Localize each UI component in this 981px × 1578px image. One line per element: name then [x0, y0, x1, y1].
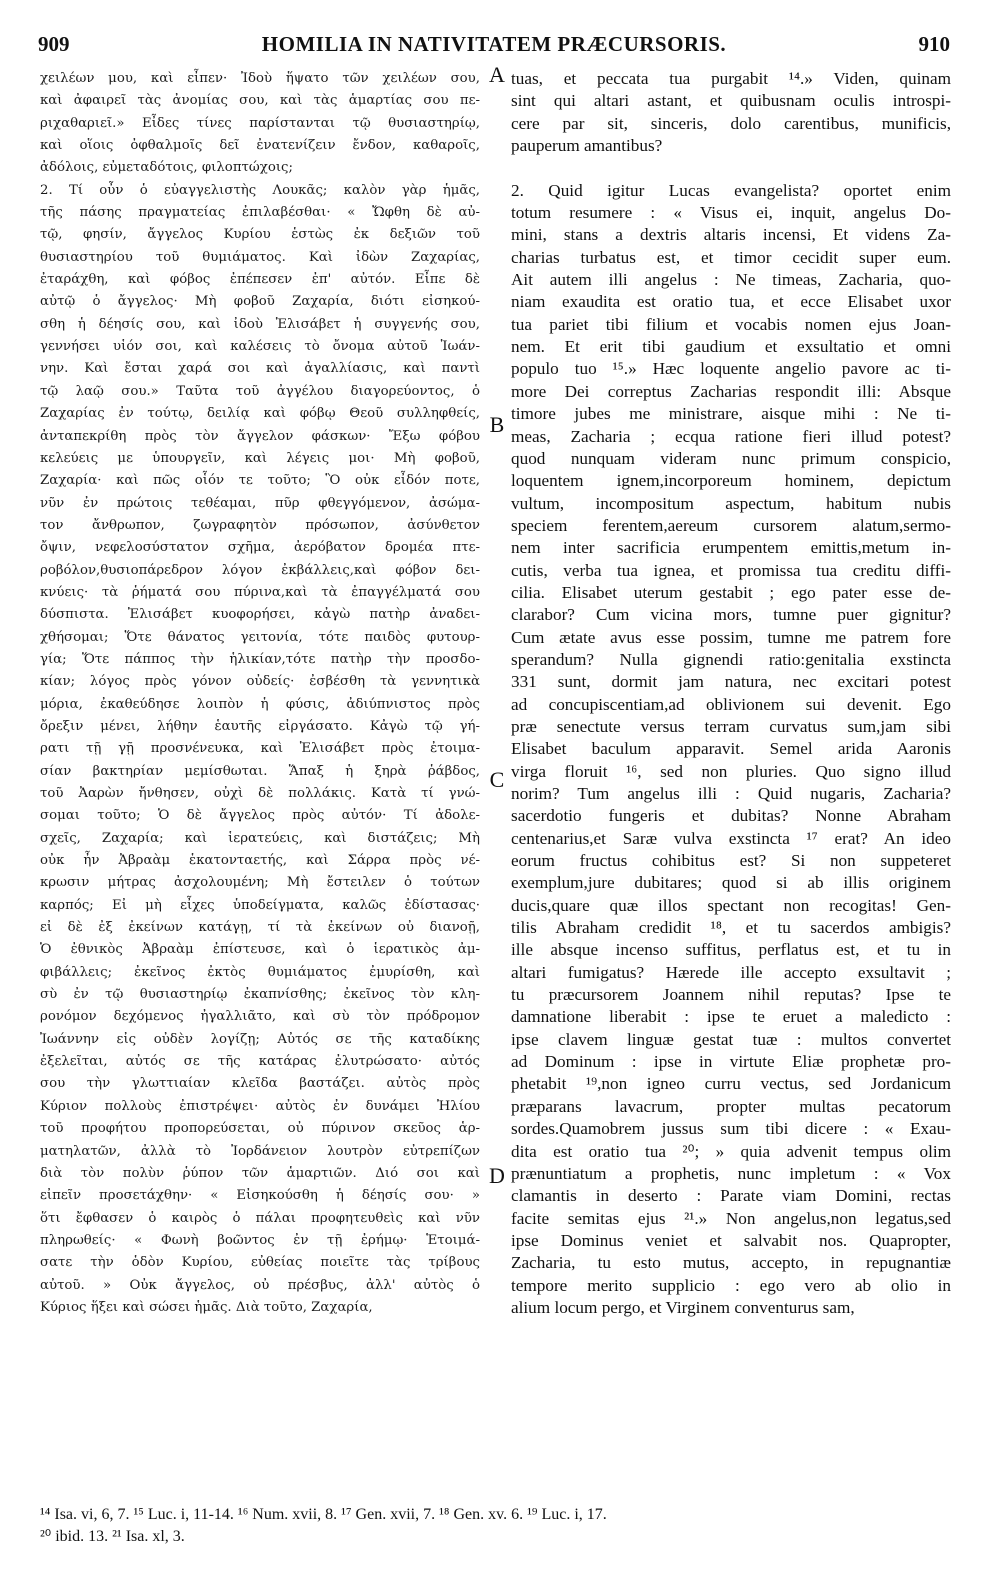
latin-text-line: exemplum,jure dubitares; quod si ab illis originem	[511, 873, 951, 893]
latin-text-line: meas, Zacharia ; ecqua ratione fieri illud potest?	[511, 426, 951, 446]
latin-text-line: Ait autem illi angelus : Ne timeas, Zacharia, quo-	[511, 270, 951, 290]
greek-text-line: τοῦ προφήτου προπορεύσεται, οὐ πύρινον σκεῦος ἁρ-	[40, 1121, 480, 1137]
greek-text-line: Κύριος ἥξει καὶ σώσει ἡμᾶς. Διὰ τοῦτο, Ζαχαρία,	[40, 1299, 373, 1315]
greek-text-line: μόρια, ἐκαθεύδησε λοιπὸν ἡ φύσις, ἀδιύπνιστος πρὸς	[40, 696, 480, 712]
running-title: HOMILIA IN NATIVITATEM PRÆCURSORIS.	[261, 32, 727, 56]
latin-text-line: eorum fructus cohibitus est? Si non suppeteret	[511, 851, 951, 871]
latin-text-line: prænuntiatum a prophetis, nunc impletum : « Vox	[511, 1163, 951, 1183]
latin-text-line: phetabit ¹⁹,non igneo curru vectus, sed Jordanicum	[511, 1074, 951, 1094]
greek-text-line: γεννήσει υἱόν σοι, καὶ καλέσεις τὸ ὄνομα αὐτοῦ Ἰωάν-	[40, 339, 480, 355]
latin-text-line: tilis Abraham credidit ¹⁸, et tu sacerdos ambigis?	[511, 918, 951, 938]
latin-text-line: ad concupiscentiam,ad oblivionem sui devenit. Ego	[511, 694, 951, 714]
greek-text-line: ἐταράχθη, καὶ φόβος ἐπέπεσεν ἐπ' αὐτόν. Εἶπε δὲ	[40, 272, 480, 288]
margin-letter-b: B	[489, 412, 505, 437]
latin-text-line: sperandum? Nulla gignendi ratio:genitalia exstincta	[511, 649, 951, 669]
greek-text-line: ρονόμον δεχόμενος ἠγαλλιᾶτο, καὶ σὺ τὸν πρόδρομον	[40, 1009, 480, 1025]
greek-text-line: ὅτι ἔφθασεν ὁ καιρὸς ὁ πάλαι προφητευθεὶς καὶ νῦν	[40, 1210, 480, 1226]
greek-text-line: Ἰωάννην εἰς οὐδὲν λογίζῃ; Αὐτός σε τῆς καταδίκης	[40, 1031, 480, 1047]
greek-text-line: νῦν ἐν πρώτοις τεθέαμαι, πῦρ φθεγγόμενον, ἀσώμα-	[40, 495, 480, 511]
footnotes	[40, 1504, 952, 1548]
latin-text-line: Cum ætate avus esse possim, tumne me patrem fore	[511, 627, 951, 647]
greek-text-line: τοῦ Ἀαρὼν ἤνθησεν, οὐχὶ δὲ πολλάκις. Κατὰ τί γνώ-	[40, 786, 480, 801]
latin-text-line: centenarius,et Saræ vulva exstincta ¹⁷ erat? An ideo	[511, 828, 951, 848]
greek-text-line: 2. Τί οὖν ὁ εὐαγγελιστὴς Λουκᾶς; καλὸν γὰρ ἡμᾶς,	[40, 182, 480, 198]
greek-text-line: εἰ δὲ ἐξ ἐκείνων κατάγῃ, τί τὰ ἐκείνων οὐ διανοῇ,	[40, 920, 480, 936]
greek-text-line: Κύριον πολλοὺς ἐπιστρέψει· αὐτὸς ἐν δυνάμει Ἠλίου	[40, 1098, 480, 1114]
latin-text-line: ille absque incenso suffitus, perflatus est, et tu in	[511, 940, 951, 960]
latin-text-line: populo tuo ¹⁵.» Hæc loquente angelio pavore ac ti-	[511, 359, 951, 379]
greek-text-line: πληρωθείς· « Φωνὴ βοῶντος ἐν τῇ ἐρήμῳ· Ἑτοιμά-	[40, 1232, 480, 1248]
latin-text-line: cere par sit, sinceris, dolo carentibus, munificis,	[511, 113, 951, 133]
latin-text-line: sint qui altari astant, et quibusnam oculis introspi-	[511, 91, 951, 111]
latin-text-line: vultum, incompositum aspectum, habitum nubis	[511, 493, 951, 513]
latin-text-line: ipse Dominus veniet et salvabit nos. Quapropter,	[511, 1230, 951, 1250]
greek-text-line: ἀδόλοις, εὐμεταδότοις, φιλοπτώχοις;	[40, 160, 293, 176]
greek-text-line: γία; Ὅτε πάππος τὴν ἡλικίαν,τότε πατὴρ τὴν προσδο-	[40, 651, 480, 667]
latin-text-line: loquentem ignem,incorporeum hominem, depictum	[511, 471, 951, 491]
greek-text-line: διὰ τὸν πολὺν ῥύπον τῶν ἁμαρτιῶν. Διό σοι καὶ	[40, 1165, 480, 1181]
greek-text-line: καὶ ἀφαιρεῖ τὰς ἀνομίας σου, καὶ τὰς ἁμαρτίας σου πε-	[40, 93, 480, 109]
latin-text-line: sacerdotio fungeris et dubitas? Nonne Abraham	[511, 806, 951, 826]
latin-text-line	[511, 157, 951, 179]
latin-text-line: ducis,quare quæ illos spectant non recogitas! Gen-	[511, 895, 951, 915]
latin-text-line: Elisabet baculum apparavit. Semel arida Aaronis	[511, 739, 951, 759]
latin-text-line: totum resumere : « Visus ei, inquit, angelus Do-	[511, 203, 951, 223]
latin-text-line: nem. Et erit tibi gaudium et exsultatio et omni	[511, 337, 951, 357]
latin-text-line: tuas, et peccata tua purgabit ¹⁴.» Viden, quinam	[511, 69, 951, 88]
latin-text-line: speciem ferentem,aereum cursorem alatum,sermo-	[511, 515, 951, 535]
latin-text-line: more Dei correptus Zacharias respondit illi: Absque	[511, 381, 951, 401]
greek-text-line: εἰπεῖν προσετάχθην· « Εἰσηκούσθη ἡ δέησίς σου· »	[40, 1188, 480, 1204]
latin-text-line: niam exaudita est oratio tua, et ecce Elisabet uxor	[511, 292, 951, 312]
greek-text-line: Ζαχαρίας ἐν τούτῳ, δειλίᾳ καὶ φόβῳ Θεοῦ συλληφθείς,	[40, 406, 480, 422]
latin-text-line: 2. Quid igitur Lucas evangelista? oportet enim	[511, 180, 951, 200]
greek-text-line: σίαν βακτηρίαν μεμίσθωται. Ἅπαξ ἡ ξηρὰ ῥάβδος,	[40, 763, 480, 779]
running-header	[38, 28, 950, 60]
latin-text-line: ad Dominum : ipse in virtute Eliæ prophetæ pro-	[511, 1052, 951, 1072]
page-number-right: 910	[918, 32, 950, 56]
greek-text-line: νην. Καὶ ἔσται χαρά σοι καὶ ἀγαλλίασις, καὶ παντὶ	[40, 361, 480, 377]
greek-text-line: τῷ, φησίν, ἄγγελος Κυρίου ἑστὼς ἐκ δεξιῶν τοῦ	[40, 227, 480, 243]
margin-letter-a: A	[489, 62, 505, 87]
latin-text-line: clarabor? Cum vicina mors, tumne puer gignitur?	[511, 605, 951, 625]
greek-text-line: αὐτοῦ. » Οὐκ ἄγγελος, οὐ πρέσβυς, ἀλλ' αὐτὸς ὁ	[40, 1277, 480, 1293]
latin-text-line: tu præcursorem Joannem nihil reputas? Ipse te	[511, 985, 951, 1005]
greek-text-line: χειλέων μου, καὶ εἶπεν· Ἰδοὺ ἥψατο τῶν χειλέων σου,	[40, 71, 480, 86]
greek-text-line: κρωσιν μήτρας ἀσχολουμένη; Μὴ ἔστειλεν ὁ τούτων	[40, 875, 480, 891]
latin-text-line: facite semitas ejus ²¹.» Non angelus,non legatus,sed	[511, 1208, 951, 1228]
greek-text-line: ἀνταπεκρίθη πρὸς τὸν ἄγγελον φάσκων· Ἔξω φόβου	[40, 428, 480, 444]
greek-text-line: ὄρεξιν μένει, λήθην ἑαυτῆς εἰργάσατο. Κἀγὼ τῷ γή-	[40, 718, 480, 734]
latin-text-line: norim? Tum angelus illi : Quid nugaris, Zacharia?	[511, 784, 951, 803]
latin-text-line: tempore merito supplicio : ego vero ab olio in	[511, 1275, 951, 1295]
latin-text-line: ipse clavem linguæ gestat tuæ : multos convertet	[511, 1029, 951, 1049]
latin-text-line: tua pariet tibi filium et vocabis nomen ejus Joan-	[511, 314, 951, 334]
margin-letter-d: D	[489, 1163, 505, 1188]
greek-text-line: Ὁ ἐθνικὸς Ἀβραὰμ ἐπίστευσε, καὶ ὁ ἱερατικὸς ἀμ-	[40, 942, 480, 958]
greek-text-line: αὐτῷ ὁ ἄγγελος· Μὴ φοβοῦ Ζαχαρία, διότι εἰσηκού-	[40, 294, 480, 310]
greek-text-line: τῆς πάσης πραγματείας ἐπιλαβέσθαι· « Ὤφθη δὲ αὐ-	[40, 205, 480, 221]
latin-text-line: cilia. Elisabet uterum gestabit ; ego pater esse de-	[511, 582, 951, 602]
latin-text-line: nem inter sacrificia erumpentem emittis,metum in-	[511, 538, 951, 558]
latin-text-line: præparans lavacrum, propter multas pecatorum	[511, 1096, 951, 1116]
latin-text-line: timore jubes me ministrare, aisque mihi : Ne ti-	[511, 404, 951, 424]
greek-text-line: σατε τὴν ὁδὸν Κυρίου, εὐθείας ποιεῖτε τὰς τρίβους	[40, 1255, 480, 1271]
greek-text-line: ἐξελεῖται, αὐτός σε τῆς κατάρας ἐλυτρώσατο· αὐτός	[40, 1054, 480, 1070]
greek-text-line: δύσπιστα. Ἐλισάβετ κυοφορήσει, κἀγὼ πατὴρ ἀναδει-	[40, 607, 480, 623]
latin-column	[511, 68, 951, 1319]
greek-text-line: ματηλατῶν, ἀλλὰ τὸ Ἰορδάνειον λουτρὸν εὐτρεπίζων	[40, 1143, 480, 1159]
greek-text-line: κνύεις· τὰ ῥήματά σου πύρινα,καὶ τὰ ἐπαγγέλματά σου	[40, 584, 480, 600]
greek-text-line: σου τὴν γλωττιαίαν κλεῖδα βαστάζει. αὐτὸς πρὸς	[40, 1076, 480, 1092]
greek-text-line: οὐκ ἦν Ἀβραὰμ ἑκατονταετής, καὶ Σάρρα πρὸς νέ-	[40, 853, 480, 869]
latin-text-line: cutis, verba tua ignea, et promissa tua creditu diffi-	[511, 560, 951, 580]
latin-text-line: quod nunquam videram nunc primum conspicio,	[511, 448, 951, 468]
footnote-line: ²⁰ ibid. 13. ²¹ Isa. xl, 3.	[40, 1528, 185, 1545]
greek-text-line: κελεύεις με ὑπουργεῖν, καὶ λέγεις μοι· Μὴ φοβοῦ,	[40, 450, 480, 466]
latin-text-line: clamantis in deserto : Parate viam Domini, rectas	[511, 1186, 951, 1206]
greek-text-line: θυσιαστηρίου τοῦ θυμιάματος. Καὶ ἰδὼν Ζαχαρίας,	[40, 249, 480, 265]
greek-text-line: ρατι τῇ γῇ προσνένευκα, καὶ Ἐλισάβετ πρὸς ἐτοιμα-	[40, 741, 480, 757]
latin-text-line: altari fumigatus? Hærede ille accepto exsultavit ;	[511, 962, 951, 982]
greek-text-line: Ζαχαρία· καὶ πῶς οἷόν τε τοῦτο; Ὃ οὐκ εἶδόν ποτε,	[40, 473, 480, 489]
latin-text-line: alium locum pergo, et Virginem conventurus sam,	[511, 1297, 855, 1317]
latin-text-line: damnatione liberabit : ipse te eruet a maledicto :	[511, 1007, 951, 1027]
greek-text-line: καρπός; Εἰ μὴ εἶχες ὑποδείγματα, καλῶς ἐδίστασας·	[40, 897, 480, 913]
greek-text-line: ροβόλον,θυσιοπάρεδρον λόγον ἐκβάλλεις,καὶ φόβον δει-	[40, 562, 480, 578]
page-number-left: 909	[38, 32, 70, 56]
greek-text-line: σομαι τοῦτο; Ὁ δὲ ἄγγελος πρὸς αὐτόν· Τί ἀδολε-	[40, 808, 480, 824]
greek-text-line: χθήσομαι; Ὅτε θάνατος γειτονία, τότε παιδὸς φυτουρ-	[40, 629, 480, 645]
greek-text-line: ριχαθαριεῖ.» Εἶδες τίνες παρίστανται τῷ θυσιαστηρίῳ,	[40, 115, 480, 131]
latin-text-line: præ senectute versus terram curvatus sum,jam sibi	[511, 716, 951, 736]
greek-column	[40, 68, 480, 1319]
latin-text-line: dita est oratio tua ²⁰; » quia advenit tempus olim	[511, 1141, 951, 1161]
greek-text-line: σθη ἡ δέησίς σου, καὶ ἰδοὺ Ἐλισάβετ ἡ συγγενής σου,	[40, 316, 480, 332]
greek-text-line: ὄψιν, νεφελοσύστατον σχῆμα, ἀερόβατον δρομέα πτε-	[40, 540, 480, 556]
footnote-line: ¹⁴ Isa. vi, 6, 7. ¹⁵ Luc. i, 11-14. ¹⁶ Num. xvii, 8. ¹⁷ Gen. xvii, 7. ¹⁸ Gen. xv. 6. ¹⁹ Luc. i, 17.	[40, 1506, 607, 1523]
latin-text-line: Zacharia, tu esto mutus, accepto, in repugnantiæ	[511, 1253, 951, 1273]
latin-text-line: sordes.Quamobrem jussus sum tibi dicere : « Exau-	[511, 1119, 951, 1139]
latin-text-line: pauperum amantibus?	[511, 136, 663, 156]
margin-letter-c: C	[489, 767, 505, 792]
greek-text-line: κίαν; λόγος πρὸς γόνον οὐδείς· ἐσβέσθη τὰ γεννητικὰ	[40, 674, 480, 690]
greek-text-line: σχεῖς, Ζαχαρία; καὶ ἱερατεύεις, καὶ διστάζεις; Μὴ	[40, 830, 480, 846]
latin-text-line: charias turbatus est, et timor cecidit super eum.	[511, 247, 951, 267]
greek-text-line: τον ἄνθρωπον, ζωγραφητὸν πρόσωπον, ἀσύνθετον	[40, 517, 480, 533]
greek-text-line: καὶ οἵοις ὀφθαλμοῖς δεῖ ἐνατενίζειν ἔνδον, καθαροῖς,	[40, 138, 480, 154]
latin-text-line: virga floruit ¹⁶, sed non pluries. Quo signo illud	[511, 761, 951, 781]
latin-text-line: mini, stans a dextris altaris incensi, Et videns Za-	[511, 225, 951, 245]
latin-text-line: 331 sunt, dormit jam natura, nec excitari potest	[511, 672, 951, 692]
greek-text-line: φιβάλλεις; ἐκεῖνος ἐκτὸς θυμιάματος ἐμυρίσθη, καὶ	[40, 964, 480, 980]
greek-text-line: σὺ ἐν τῷ θυσιαστηρίῳ ἐκαπνίσθης; ἐκεῖνος τὸν κλη-	[40, 987, 480, 1003]
greek-text-line: τῷ λαῷ σου.» Ταῦτα τοῦ ἀγγέλου διαγορεύοντος, ὁ	[40, 383, 480, 399]
